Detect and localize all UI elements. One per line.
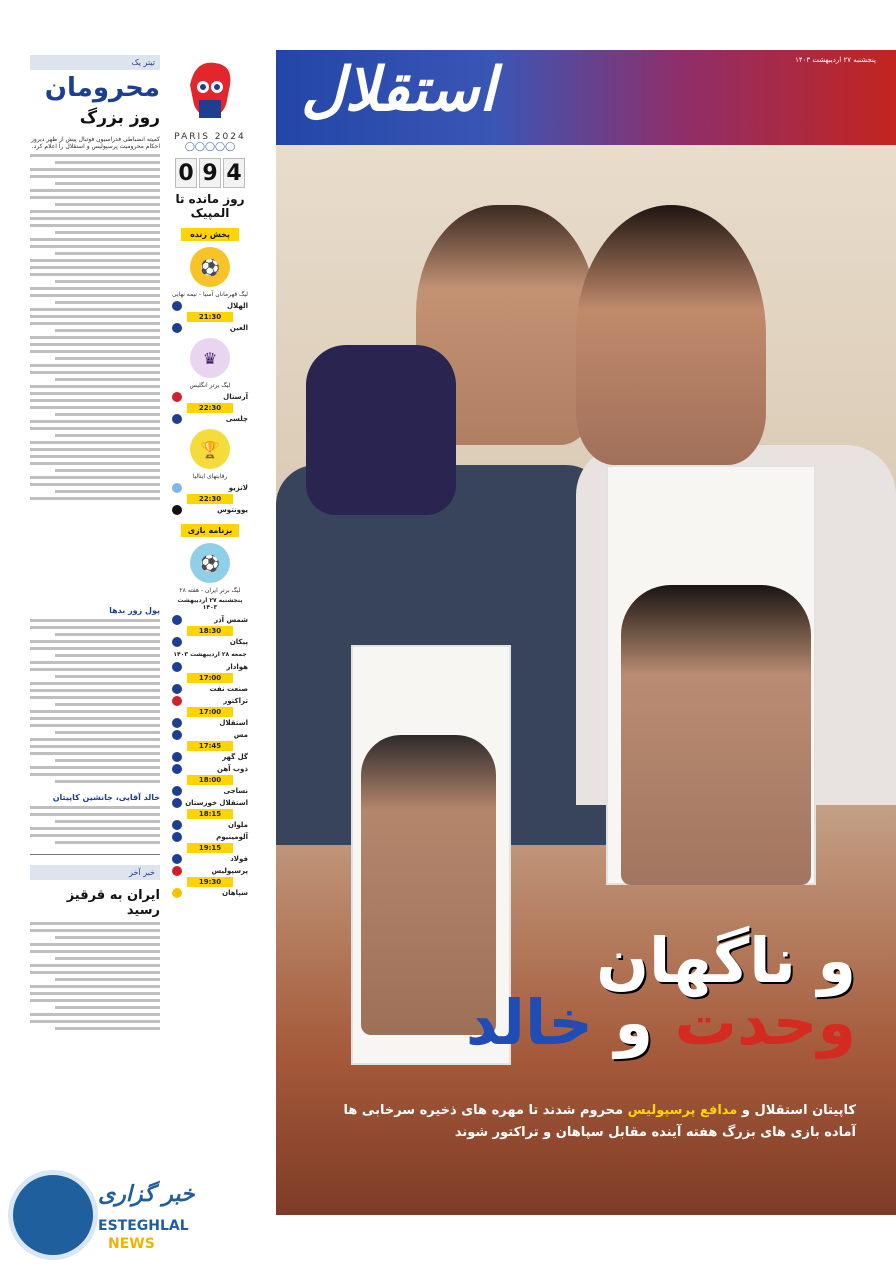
second-section-tag: خبر آخر [30,865,160,880]
schedule-row [170,797,250,809]
home-team: استقلال خوزستان [185,799,248,807]
schedule-time: 18:30 [187,626,233,636]
schedule-row [170,819,250,831]
team-logo-icon [172,662,182,672]
cover-photo [276,50,896,1215]
iran-league-logo-icon: ⚽ [190,543,230,583]
away-team: استقلال [219,719,248,727]
home-team: لاتزیو [228,484,248,492]
newspaper-logo: استقلال [301,55,496,125]
caption-part-1: کاپیتان استقلال و [741,1103,856,1118]
schedule-sidebar [170,55,250,1220]
watermark-brand-en: ESTEGHLAL [98,1218,189,1234]
coppa-italia-logo-icon: 🏆 [190,429,230,469]
main-headline [465,924,856,1059]
match-row [170,504,250,516]
goalkeeper-glove-icon [306,345,456,515]
team-logo-icon [172,786,182,796]
headline-caption [316,1100,856,1144]
schedule-league: لیگ برتر ایران - هفته ۲۸ [179,587,241,594]
schedule-row [170,729,250,741]
away-team: نساجی [223,787,248,795]
team-logo-icon [172,832,182,842]
caption-highlight: مدافع پرسپولیس [627,1103,738,1118]
schedule-time: 17:00 [187,707,233,717]
match-row [170,413,250,425]
schedule-time: 19:30 [187,877,233,887]
masthead [276,50,896,145]
team-logo-icon [172,414,182,424]
match-row [170,391,250,403]
match-row [170,322,250,334]
watermark-news: NEWS [108,1236,155,1252]
schedule-row [170,661,250,673]
schedule-row [170,853,250,865]
schedule-row [170,683,250,695]
article-subhead: روز بزرگ [79,107,160,128]
schedule-row [170,695,250,707]
home-team: مس [233,731,248,739]
team-logo-icon [172,854,182,864]
watermark-brand: خبر گزاری [98,1182,195,1207]
watermark-logo [8,1170,228,1270]
team-logo-icon [172,718,182,728]
schedule-row [170,831,250,843]
schedule-row [170,751,250,763]
team-logo-icon [172,866,182,876]
away-team: گل گهر [222,753,248,761]
team-logo-icon [172,301,182,311]
team-logo-icon [172,505,182,515]
schedule-time: 18:15 [187,809,233,819]
player-portrait-right [621,585,811,885]
countdown-counter [170,158,250,188]
match-time: 22:30 [187,403,233,413]
match-time: 21:30 [187,312,233,322]
caption-line-2: آماده بازی های بزرگ هفته آینده مقابل سپاهان و تراکتور شوند [454,1125,856,1140]
team-logo-icon [172,696,182,706]
home-team: پرسپولیس [211,867,248,875]
match-row [170,482,250,494]
away-team: صنعت نفت [209,685,248,693]
away-team: فولاد [230,855,248,863]
team-logo-icon [172,730,182,740]
league-name: رقابتهای ایتالیا [192,473,228,480]
headline-line-1: و ناگهان [596,924,856,997]
headline-line-2 [465,986,856,1059]
player-portrait-curly [576,205,766,465]
team-logo-icon [172,684,182,694]
headline-red-word: وحدت [674,986,856,1059]
football-icon [8,1170,98,1260]
date-line: جمعه ۲۸ اردیبهشت ۱۴۰۳ [173,651,247,658]
divider [30,854,160,855]
article-lead: کمیته انضباطی فدراسیون فوتبال پیش از ظهر دیروز احکام محرومیت پرسپولیس و استقلال را اعلام کرد. [30,135,160,151]
countdown-digit: 9 [199,158,221,188]
away-team: یوونتوس [217,506,248,514]
article-headline: محرومان [44,73,160,103]
inline-head-money: پول زور بدها [109,605,160,615]
paris-2024-label: PARIS 2024 [174,132,246,142]
headline-blue-word: خالد [465,986,593,1059]
issue-date: پنجشنبه ۲۷ اردیبهشت ۱۴۰۳ [795,56,876,64]
schedule-time: 18:00 [187,775,233,785]
olympic-mascot-icon [175,55,245,130]
home-team: هوادار [226,663,248,671]
schedule-row [170,763,250,775]
team-logo-icon [172,820,182,830]
team-logo-icon [172,752,182,762]
away-team: ملوان [228,821,248,829]
schedule-time: 17:00 [187,673,233,683]
away-team: پیکان [229,638,248,646]
team-logo-icon [172,483,182,493]
schedule-row [170,636,250,648]
countdown-digit: 0 [175,158,197,188]
team-logo-icon [172,392,182,402]
team-logo-icon [172,323,182,333]
schedule-row [170,717,250,729]
left-text-column [30,55,160,1265]
team-logo-icon [172,764,182,774]
home-team: ذوب آهن [217,765,248,773]
team-logo-icon [172,615,182,625]
match-row [170,300,250,312]
olympic-rings-icon: ◯◯◯◯◯ [184,142,236,152]
live-tag: پخش زنده [181,228,239,241]
home-team: تراکتور [223,697,248,705]
team-logo-icon [172,888,182,898]
schedule-time: 17:45 [187,741,233,751]
countdown-label: روز مانده تا المپیک [175,192,245,220]
schedule-time: 19:15 [187,843,233,853]
section-tag: تیتر یک [30,55,160,70]
second-headline: ایران به قرقیز رسید [66,887,160,918]
home-team: آلومینیوم [216,833,248,841]
home-team: الهلال [226,302,248,310]
headline-connector: و [614,986,654,1059]
schedule-tag: برنامه بازی [181,524,239,537]
countdown-digit: 4 [223,158,245,188]
away-team: سپاهان [222,889,248,897]
away-team: چلسی [225,415,248,423]
schedule-row [170,614,250,626]
article-body [30,136,160,596]
schedule-row [170,887,250,899]
date-line: پنجشنبه ۲۷ اردیبهشت ۱۴۰۳ [177,597,243,611]
away-team: العین [229,324,248,332]
team-logo-icon [172,798,182,808]
match-time: 22:30 [187,494,233,504]
schedule-row [170,785,250,797]
premier-league-logo-icon: ♛ [190,338,230,378]
home-team: شمس آذر [214,616,248,624]
home-team: آرسنال [223,393,248,401]
inline-head-deputy: خالد آقایی، جانشین کاپیتان [52,792,160,802]
league-name: لیگ قهرمانان آسیا - نیمه نهایی [171,291,249,298]
afc-logo-icon: ⚽ [190,247,230,287]
caption-part-2: محروم شدند تا مهره های ذخیره سرخابی ها [343,1103,624,1118]
league-name: لیگ برتر انگلیس [189,382,231,389]
team-logo-icon [172,637,182,647]
schedule-row [170,865,250,877]
